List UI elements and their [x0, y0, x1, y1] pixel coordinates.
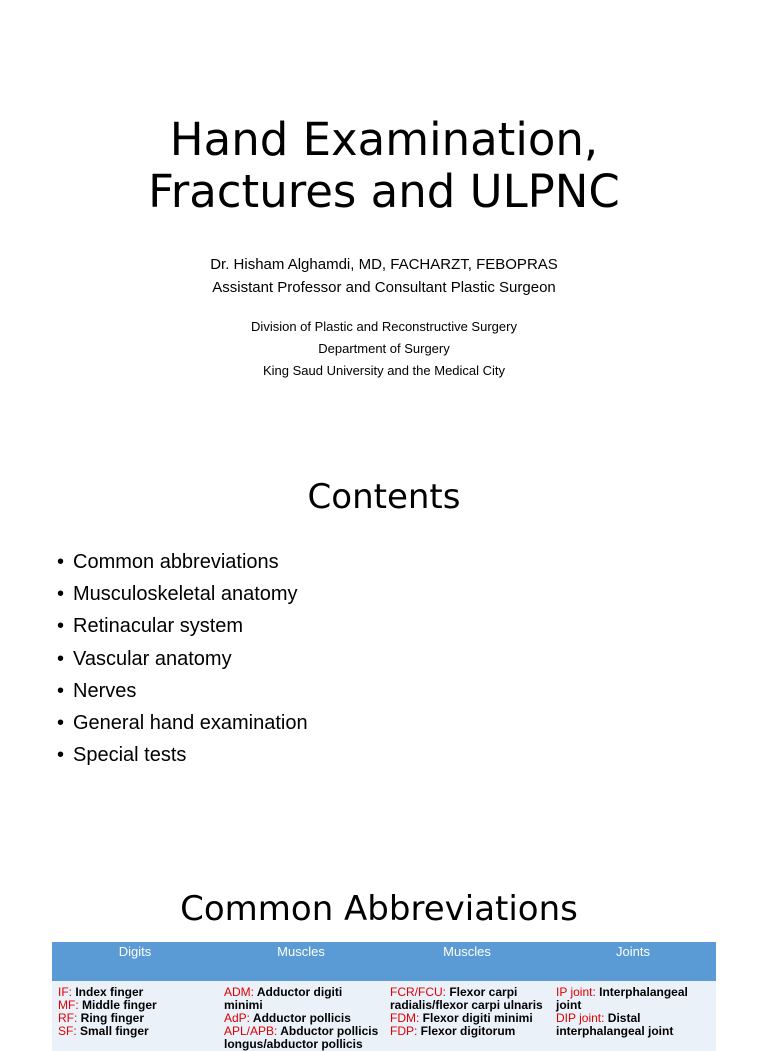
abbreviation-meaning: Abductor pollicis longus/abductor pollicis [224, 1024, 379, 1051]
table-row [52, 981, 716, 1051]
title-line-1: Hand Examination, [169, 113, 599, 166]
list-item-label: Musculoskeletal anatomy [73, 583, 298, 606]
contents-slide [0, 432, 768, 864]
bullet-icon: • [57, 647, 65, 670]
abbreviation-key: RF: [58, 1011, 78, 1025]
list-item [57, 707, 308, 739]
muscles-cell-1 [218, 981, 384, 1051]
abbreviation-meaning: Flexor digiti minimi [419, 1011, 533, 1025]
joints-cell [550, 981, 716, 1051]
list-item [57, 675, 308, 707]
bullet-icon: • [57, 551, 65, 573]
abbreviation-key: APL/APB: [224, 1024, 278, 1038]
header-muscles-1: Muscles [218, 942, 384, 981]
abbreviation-key: SF: [58, 1024, 77, 1038]
abbreviation-key: MF: [58, 998, 79, 1012]
list-item [57, 643, 308, 675]
list-item-label: General hand examination [73, 712, 308, 735]
list-item [57, 546, 308, 578]
abbreviation-key: FCR/FCU: [390, 985, 446, 999]
affiliation-department: Department of Surgery [318, 341, 450, 356]
abbreviations-title: Common Abbreviations [180, 889, 578, 929]
list-item [57, 578, 308, 610]
contents-title: Contents [307, 477, 461, 517]
list-item-label: Vascular anatomy [73, 647, 232, 670]
abbreviation-key: DIP joint: [556, 1011, 605, 1025]
abbreviation-entry [58, 1025, 214, 1038]
abbreviation-meaning: Flexor digitorum [417, 1024, 516, 1038]
abbreviation-entry [224, 986, 380, 1012]
bullet-icon: • [57, 583, 65, 606]
list-item-label: Nerves [73, 679, 137, 702]
bullet-icon: • [57, 615, 65, 638]
abbreviation-meaning: Adductor digiti minimi [224, 985, 343, 1012]
author-position: Assistant Professor and Consultant Plastic Surgeon [212, 279, 556, 296]
affiliation-block [0, 316, 768, 382]
presentation-title [0, 114, 768, 218]
abbreviation-meaning: Distal interphalangeal joint [556, 1011, 674, 1038]
abbreviation-meaning: Middle finger [78, 998, 157, 1012]
header-muscles-2: Muscles [384, 942, 550, 981]
abbreviation-key: ADM: [224, 985, 254, 999]
abbreviation-key: FDP: [390, 1024, 418, 1038]
abbreviation-entry [390, 1025, 546, 1038]
muscles-cell-2 [384, 981, 550, 1051]
abbreviation-key: IP joint: [556, 985, 596, 999]
table-header-row [52, 942, 716, 981]
contents-list [57, 546, 308, 771]
list-item-label: Retinacular system [73, 615, 244, 638]
abbreviation-entry [224, 1025, 380, 1051]
abbreviation-meaning: Interphalangeal joint [556, 985, 688, 1012]
abbreviation-key: FDM: [390, 1011, 420, 1025]
title-line-2: Fractures and ULPNC [148, 165, 620, 218]
bullet-icon: • [57, 679, 65, 702]
affiliation-division: Division of Plastic and Reconstructive Surgery [251, 319, 517, 334]
abbreviation-entry [556, 1012, 712, 1038]
title-slide [0, 0, 768, 432]
abbreviation-key: AdP: [224, 1011, 251, 1025]
list-item-label: Special tests [73, 744, 187, 767]
header-digits: Digits [52, 942, 218, 981]
affiliation-university: King Saud University and the Medical City [262, 363, 506, 378]
bullet-icon: • [57, 712, 65, 735]
author-name: Dr. Hisham Alghamdi, MD, FACHARZT, FEBOPRAS [210, 256, 558, 273]
abbreviation-meaning: Adductor pollicis [250, 1011, 351, 1025]
abbreviation-entry [390, 986, 546, 1012]
abbreviation-meaning: Flexor carpi radialis/flexor carpi ulnaris [390, 985, 543, 1012]
abbreviations-slide [0, 864, 768, 1051]
abbreviation-entry [556, 986, 712, 1012]
abbreviation-meaning: Small finger [76, 1024, 149, 1038]
header-joints: Joints [550, 942, 716, 981]
abbreviation-key: IF: [58, 985, 72, 999]
list-item [57, 610, 308, 642]
bullet-icon: • [57, 744, 65, 767]
list-item-label: Common abbreviations [73, 551, 279, 573]
list-item [57, 739, 308, 771]
abbreviation-meaning: Ring finger [77, 1011, 145, 1025]
digits-cell [52, 981, 218, 1051]
abbreviations-table [52, 942, 716, 1051]
author-block [0, 253, 768, 299]
abbreviation-meaning: Index finger [72, 985, 144, 999]
